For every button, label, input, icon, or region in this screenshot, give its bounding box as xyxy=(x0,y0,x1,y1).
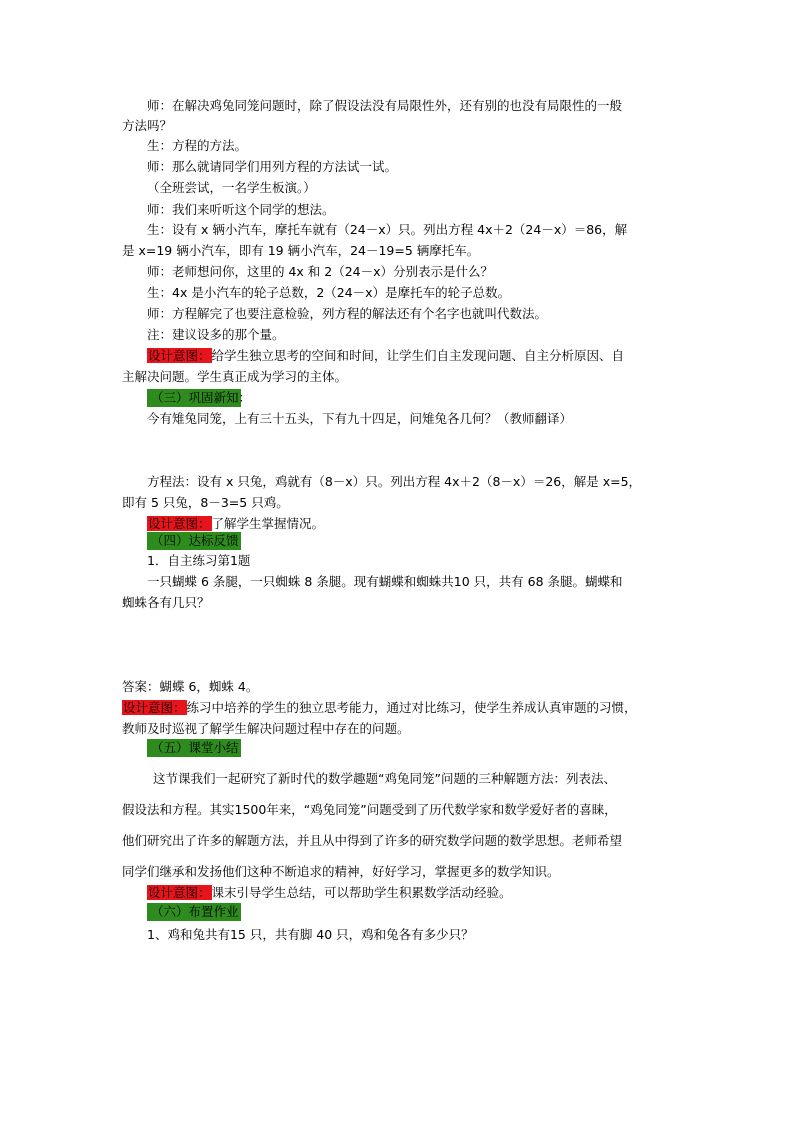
student-answer-line: 生：方程的方法。 xyxy=(147,138,248,153)
exercise-text-cont: 蜘蛛各有几只？ xyxy=(122,595,210,610)
design-intent-3 xyxy=(122,699,637,717)
equation-method-cont: 即有 5 只兔，8－3=5 只鸡。 xyxy=(122,495,289,510)
exercise-title: 1．自主练习第1题 xyxy=(147,553,251,568)
section-3-label: （三）巩固新知： xyxy=(147,389,241,407)
design-intent-3-cont: 教师及时巡视了解学生解决问题过程中存在的问题。 xyxy=(122,721,410,736)
section-heading-3 xyxy=(147,389,252,407)
section-heading-5 xyxy=(147,739,241,757)
section-heading-4 xyxy=(147,532,241,550)
exercise-text: 一只蝴蝶 6 条腿，一只蜘蛛 8 条腿。现有蝴蝶和蜘蛛共10 只，共有 68 条腿。蝴蝶和 xyxy=(147,574,623,589)
homework-line: 1、鸡和兔共有15 只，共有脚 40 只，鸡和兔各有多少只？ xyxy=(147,927,474,942)
teacher-ask-line: 师：老师想问你，这里的 4x 和 2（24－x）分别表示是什么？ xyxy=(147,264,494,279)
summary-line-1: 这节课我们一起研究了新时代的数学趣题“鸡兔同笼”问题的三种解题方法：列表法、 xyxy=(153,771,616,786)
design-intent-text: 课末引导学生总结，可以帮助学生积累数学活动经验。 xyxy=(211,885,512,900)
summary-line-2: 假设法和方程。其实1500年来，“鸡兔同笼”问题受到了历代数学家和数学爱好者的喜睐， xyxy=(122,802,617,817)
design-intent-text: 了解学生掌握情况。 xyxy=(211,516,325,531)
design-intent-text: 练习中培养的学生的独立思考能力，通过对比练习，使学生养成认真审题的习惯， xyxy=(186,700,637,715)
student-solution-line: 生：设有 x 辆小汽车，摩托车就有（24－x）只。列出方程 4x＋2（24－x）＝86，解 xyxy=(147,222,628,237)
design-intent-label: 设计意图： xyxy=(148,516,211,531)
note-line: 注：建议设多的那个量。 xyxy=(147,327,285,342)
design-intent-4 xyxy=(147,884,512,902)
summary-line-3: 他们研究出了许多的解题方法，并且从中得到了许多的研究数学问题的数学思想。老师希望 xyxy=(122,833,623,848)
design-intent-1-cont: 主解决问题。学生真正成为学习的主体。 xyxy=(122,369,348,384)
student-explain-line: 生：4x 是小汽车的轮子总数，2（24－x）是摩托车的轮子总数。 xyxy=(147,285,511,300)
design-intent-text: 给学生独立思考的空间和时间，让学生们自主发现问题、自主分析原因、自 xyxy=(211,348,625,363)
section-6-label: （六）布置作业 xyxy=(147,903,241,921)
student-solution-cont: 是 x=19 辆小汽车，即有 19 辆小汽车，24－19=5 辆摩托车。 xyxy=(122,243,480,258)
teacher-check-line: 师：方程解完了也要注意检验，列方程的解法还有个名字也就叫代数法。 xyxy=(147,306,548,321)
answer-line: 答案：蝴蝶 6，蜘蛛 4。 xyxy=(122,679,259,694)
ancient-problem-line: 今有雉兔同笼，上有三十五头，下有九十四足，问雉兔各几何？（教师翻译） xyxy=(147,411,573,426)
summary-line-4: 同学们继承和发扬他们这种不断追求的精神，好好学习，掌握更多的数学知识。 xyxy=(122,864,560,879)
design-intent-2 xyxy=(147,515,324,533)
section-5-label: （五）课堂小结 xyxy=(147,739,241,757)
teacher-question-cont: 方法吗？ xyxy=(122,118,173,133)
teacher-question-line: 师：在解决鸡兔同笼问题时，除了假设法没有局限性外，还有别的也没有局限性的一般 xyxy=(147,98,623,113)
section-4-label: （四）达标反馈 xyxy=(147,532,241,550)
equation-method-line: 方程法：设有 x 只兔，鸡就有（8－x）只。列出方程 4x＋2（8－x）＝26，解是 x=5， xyxy=(147,474,642,489)
design-intent-label: 设计意图： xyxy=(148,885,211,900)
design-intent-1 xyxy=(147,347,624,365)
section-heading-6 xyxy=(147,903,241,921)
design-intent-label: 设计意图： xyxy=(123,700,186,715)
teacher-instruction-line: 师：那么就请同学们用列方程的方法试一试。 xyxy=(147,159,398,174)
design-intent-label: 设计意图： xyxy=(148,348,211,363)
teacher-listen-line: 师：我们来听听这个同学的想法。 xyxy=(147,202,335,217)
class-activity-line: （全班尝试，一名学生板演。） xyxy=(147,180,316,195)
